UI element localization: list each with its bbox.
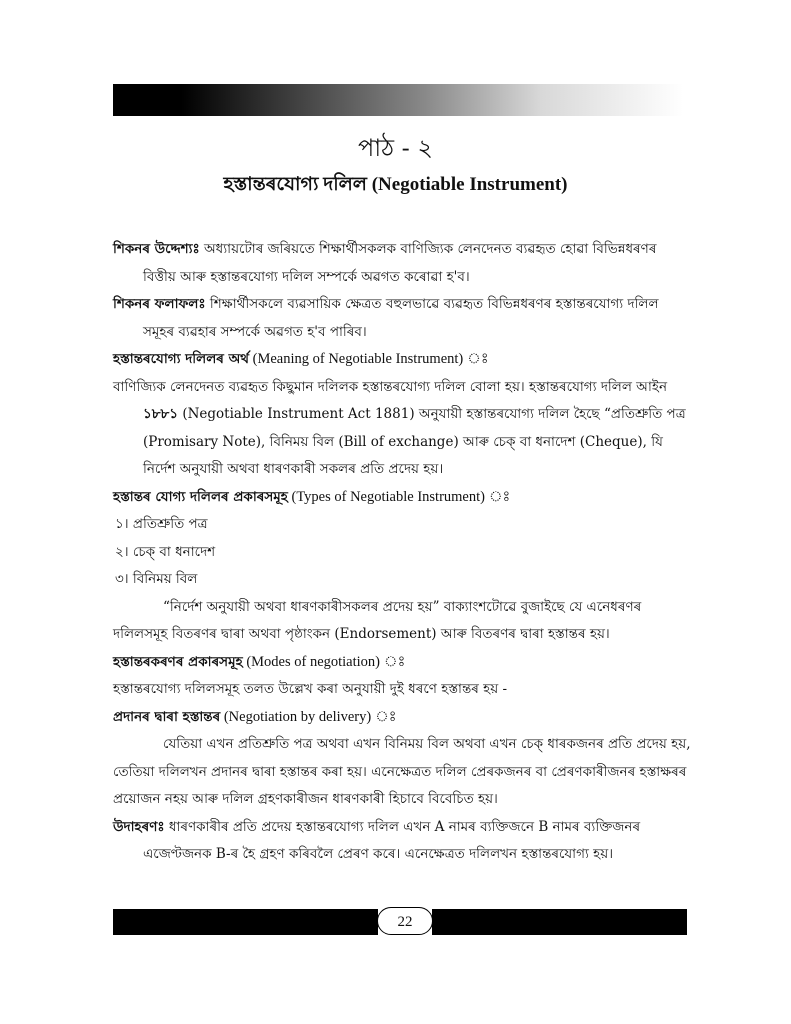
objective-paragraph bbox=[113, 236, 691, 291]
act-year: ১৮৮১ bbox=[143, 406, 179, 422]
types-note: “নিৰ্দেশ অনুযায়ী অথবা ধাৰণকাৰীসকলৰ প্ৰদেয় হয়” বাক্যাংশটোৱে বুজাইছে যে এনেধৰণৰ দলিলসমূহ বিতৰণৰ দ্বাৰা অথবা পৃষ্ঠাংকন (Endorsement) আৰু বিতৰণৰ দ্বাৰা হস্তান্তৰ হয়। bbox=[113, 598, 642, 642]
footer-bar-left bbox=[113, 909, 378, 935]
types-heading-en: (Types of Negotiable Instrument) ঃ bbox=[287, 488, 511, 505]
page-title: হস্তান্তৰযোগ্য দলিল (Negotiable Instrument) bbox=[223, 174, 568, 195]
meaning-heading bbox=[113, 346, 691, 374]
example-paragraph bbox=[113, 814, 691, 869]
objective-label: শিকনৰ উদ্দেশ্যঃ bbox=[113, 241, 200, 257]
page-number: 22 bbox=[377, 907, 433, 935]
footer-bar-right bbox=[432, 909, 687, 935]
list-item: ২। চেক্ বা ধনাদেশ bbox=[115, 543, 216, 560]
modes-heading-en: (Modes of negotiation) ঃ bbox=[242, 653, 406, 670]
list-item: ১। প্ৰতিশ্ৰুতি পত্ৰ bbox=[115, 516, 208, 532]
meaning-body-1: বাণিজ্যিক লেনদেনত ব্যৱহৃত কিছুমান দলিলক হস্তান্তৰযোগ্য দলিল বোলা হয়। হস্তান্তৰযোগ্য দলিল আইন bbox=[113, 378, 668, 395]
types-heading bbox=[113, 484, 691, 512]
outcome-paragraph bbox=[113, 291, 691, 346]
delivery-heading bbox=[113, 704, 691, 732]
outcome-text: শিক্ষাৰ্থীসকলে ব্যৱসায়িক ক্ষেত্ৰত বহুলভাৱে ব্যৱহৃত বিভিন্নধৰণৰ হস্তান্তৰযোগ্য দলিল সমূহৰ ব্যৱহাৰ সম্পৰ্কে অৱগত হ'ব পাৰিব। bbox=[143, 296, 659, 340]
example-label: উদাহৰণঃ bbox=[113, 818, 165, 835]
meaning-heading-bn: হস্তান্তৰযোগ্য দলিলৰ অৰ্থ bbox=[113, 351, 250, 367]
body-content bbox=[113, 236, 691, 869]
outcome-label: শিকনৰ ফলাফলঃ bbox=[113, 296, 206, 312]
modes-heading bbox=[113, 649, 691, 677]
types-heading-bn: হস্তান্তৰ যোগ্য দলিলৰ প্ৰকাৰসমূহ bbox=[113, 488, 288, 505]
meaning-heading-en: (Meaning of Negotiable Instrument) ঃ bbox=[249, 351, 489, 367]
example-text: ধাৰণকাৰীৰ প্ৰতি প্ৰদেয় হস্তান্তৰযোগ্য দলিল এখন A নামৰ ব্যক্তিজনে B নামৰ ব্যক্তিজনৰ এজেণ্টজনক B-ৰ হৈ গ্ৰহণ কৰিবলৈ প্ৰেৰণ কৰে। এনেক্ষেত্ৰত দলিলখন হস্তান্তৰযোগ্য হয়। bbox=[143, 818, 641, 862]
meaning-paragraph bbox=[113, 374, 691, 484]
objective-text: অধ্যায়টোৰ জৰিয়তে শিক্ষাৰ্থীসকলক বাণিজ্যিক লেনদেনত ব্যৱহৃত হোৱা বিভিন্নধৰণৰ বিত্তীয় আৰু হস্তান্তৰযোগ্য দলিল সম্পৰ্কে অৱগত কৰোৱা হ'ব। bbox=[143, 241, 657, 285]
delivery-heading-bn: প্ৰদানৰ দ্বাৰা হস্তান্তৰ bbox=[113, 708, 221, 725]
delivery-body: যেতিয়া এখন প্ৰতিশ্ৰুতি পত্ৰ অথবা এখন বিনিময় বিল অথবা এখন চেক্ ধাৰকজনৰ প্ৰতি প্ৰদেয় হয়, তেতিয়া দলিলখন প্ৰদানৰ দ্বাৰা হস্তান্তৰ কৰা হয়। এনেক্ষেত্ৰত দলিল প্ৰেৰকজনৰ বা প্ৰেৰণকাৰীজনৰ হস্তাক্ষৰৰ প্ৰয়োজন নহয় আৰু দলিল গ্ৰহণকাৰীজন ধাৰণকাৰী হিচাবে বিবেচিত হয়। bbox=[113, 736, 691, 807]
modes-body: হস্তান্তৰযোগ্য দলিলসমূহ তলত উল্লেখ কৰা অনুযায়ী দুই ধৰণে হস্তান্তৰ হয় - bbox=[113, 681, 508, 697]
meaning-body-2: (Negotiable Instrument Act 1881) অনুযায়ী হস্তান্তৰযোগ্য দলিল হৈছে “প্ৰতিশ্ৰুতি পত্ৰ (Promisary Note), বিনিময় বিল (Bill of exchange) আৰু চেক্ বা ধনাদেশ (Cheque), যি নিৰ্দেশ অনুযায়ী অথবা ধাৰণকাৰী সকলৰ প্ৰতি প্ৰদেয় হয়। bbox=[143, 406, 686, 477]
delivery-heading-en: (Negotiation by delivery) ঃ bbox=[220, 708, 397, 725]
list-item: ৩। বিনিময় বিল bbox=[115, 571, 198, 587]
modes-heading-bn: হস্তান্তৰকৰণৰ প্ৰকাৰসমূহ bbox=[113, 653, 243, 670]
chapter-heading: পাঠ - ২ bbox=[357, 134, 434, 162]
header-gradient-bar bbox=[113, 84, 683, 116]
